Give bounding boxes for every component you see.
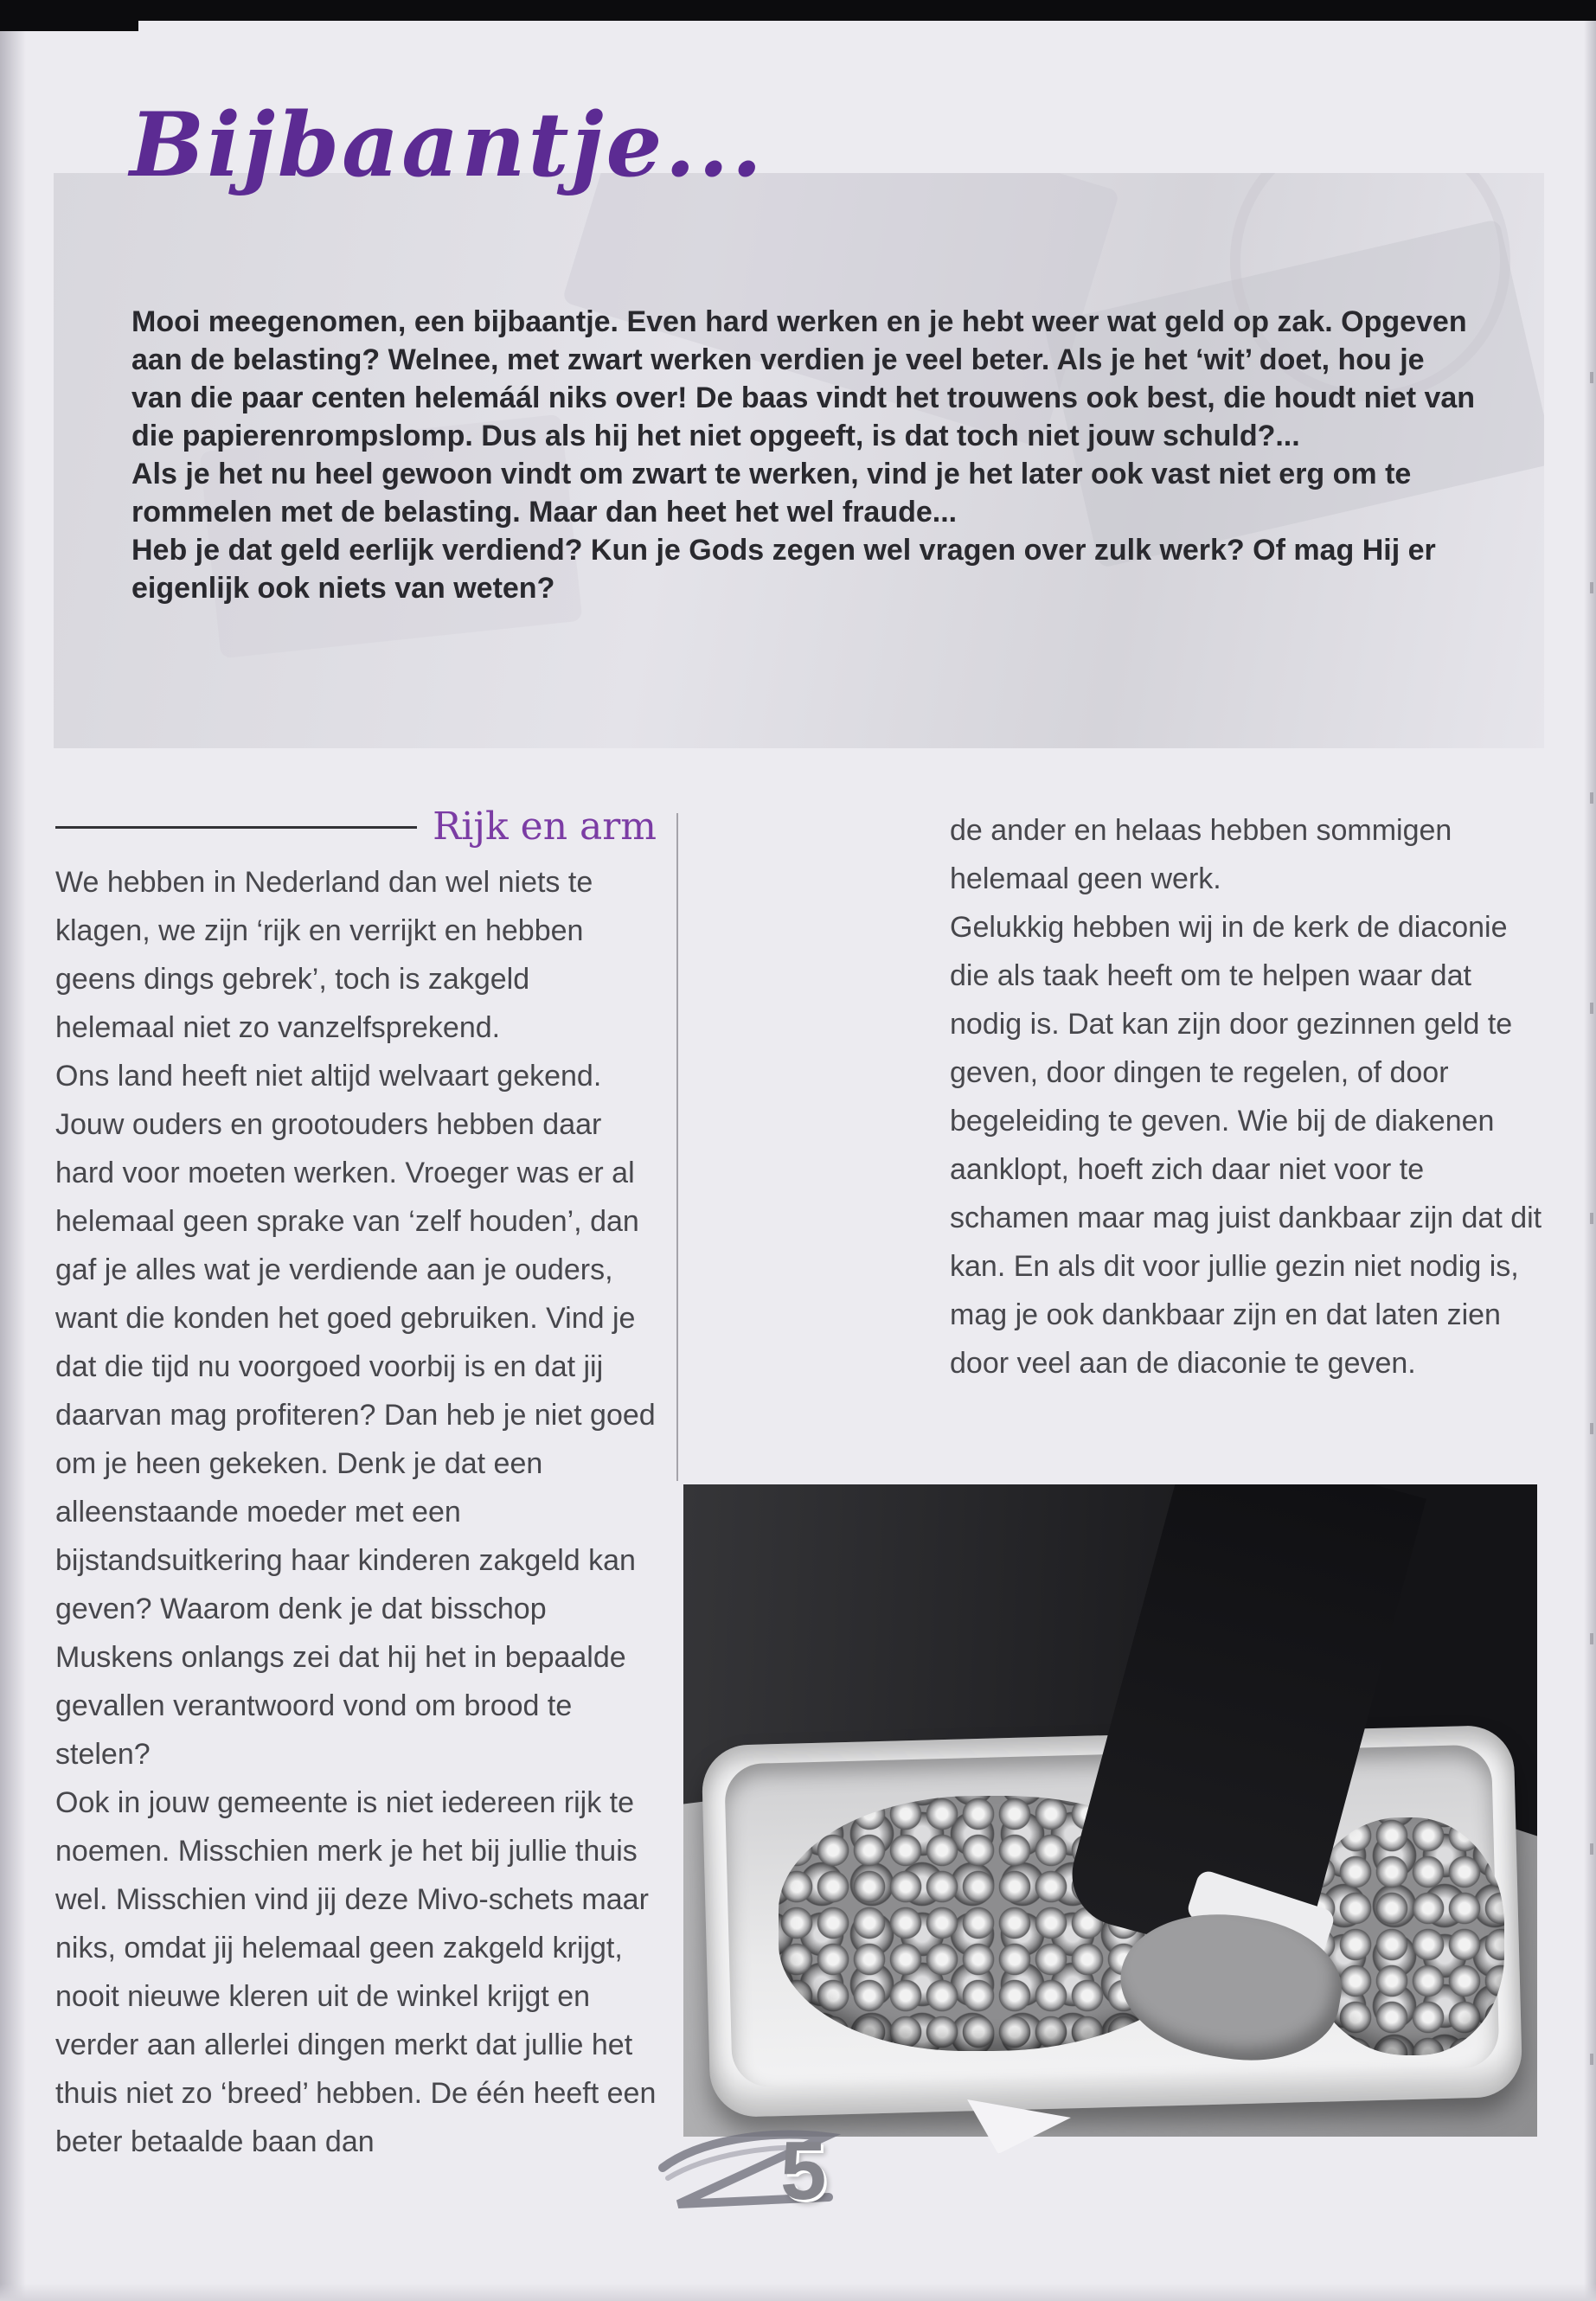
body-paragraph: Gelukkig hebben wij in de kerk de diaconie die als taak heeft om te helpen waar dat nodig is. Dat kan zijn door gezinnen geld te geven, door dingen te regelen, of door begeleiding te geven. Wie bij de diakenen aanklopt, hoeft zich daar niet voor te schamen maar mag juist dankbaar zijn dat dit kan. En als dit voor jullie gezin niet nodig is, mag je ook dankbaar zijn en dat laten zien door veel aan de diaconie te geven. [950, 911, 1542, 1380]
coin-tray-photo [683, 1484, 1537, 2137]
intro-text [131, 303, 1481, 607]
intro-paragraph: Mooi meegenomen, een bijbaantje. Even hard werken en je hebt weer wat geld op zak. Opgeven aan de belasting? Welnee, met zwart werken verdien je veel beter. Als je het ‘wit’ doet, hou je van die paar centen helemáál niks over! De baas vindt het trouwens ook best, die houdt niet van die papierenrompslomp. Dus als hij het niet opgeeft, is dat toch niet jouw schuld?... [131, 305, 1476, 452]
intro-paragraph: Als je het nu heel gewoon vindt om zwart te werken, vind je het later ook vast niet erg om te rommelen met de belasting. Maar dan heet het wel fraude... [131, 458, 1412, 529]
page-title: Bijbaantje... [130, 93, 765, 197]
body-paragraph: Ons land heeft niet altijd welvaart gekend. Jouw ouders en grootouders hebben daar hard voor moeten werken. Vroeger was er al helemaal geen sprake van ‘zelf houden’, dan gaf je alles wat je verdiende aan je ouders, want die konden het goed gebruiken. Vind je dat die tijd nu voorgoed voorbij is en dat jij daarvan mag profiteren? Dan heb je niet goed om je heen gekeken. Denk je dat een alleenstaande moeder met een bijstandsuitkering haar kinderen zakgeld kan geven? Waarom denk je dat bisschop Muskens onlangs zei dat hij het in bepaalde gevallen verantwoord vond om brood te stelen? [55, 1060, 656, 1771]
intro-banner [54, 173, 1544, 748]
heading-rule [55, 826, 417, 829]
scan-edge-left [0, 0, 26, 2301]
section-heading-row [55, 803, 657, 851]
body-paragraph: Ook in jouw gemeente is niet iedereen rijk te noemen. Misschien merk je het bij jullie thuis wel. Misschien vind jij deze Mivo-schets maar niks, omdat jij helemaal geen zakgeld krijgt, nooit nieuwe kleren uit de winkel krijgt en verder aan allerlei dingen merkt dat jullie het thuis niet zo ‘breed’ hebben. De één heeft een beter betaalde baan dan [55, 1786, 657, 2158]
right-column [950, 806, 1545, 1388]
section-heading: Rijk en arm [433, 804, 657, 849]
body-paragraph: We hebben in Nederland dan wel niets te klagen, we zijn ‘rijk en verrijkt en hebben geens dings gebrek’, toch is zakgeld helemaal niet zo vanzelfsprekend. [55, 866, 593, 1044]
scan-edge-bottom [0, 2284, 1596, 2301]
page-number: 5 [780, 2125, 827, 2217]
scan-edge-top-left [0, 0, 138, 31]
column-divider [676, 813, 678, 1481]
scan-edge-top [0, 0, 1596, 21]
intro-paragraph: Heb je dat geld eerlijk verdiend? Kun je Gods zegen wel vragen over zulk werk? Of mag Hij er eigenlijk ook niets van weten? [131, 534, 1436, 605]
scan-binding-marks [1590, 173, 1593, 2163]
body-paragraph: de ander en helaas hebben sommigen helemaal geen werk. [950, 814, 1452, 895]
left-column [55, 803, 657, 2166]
